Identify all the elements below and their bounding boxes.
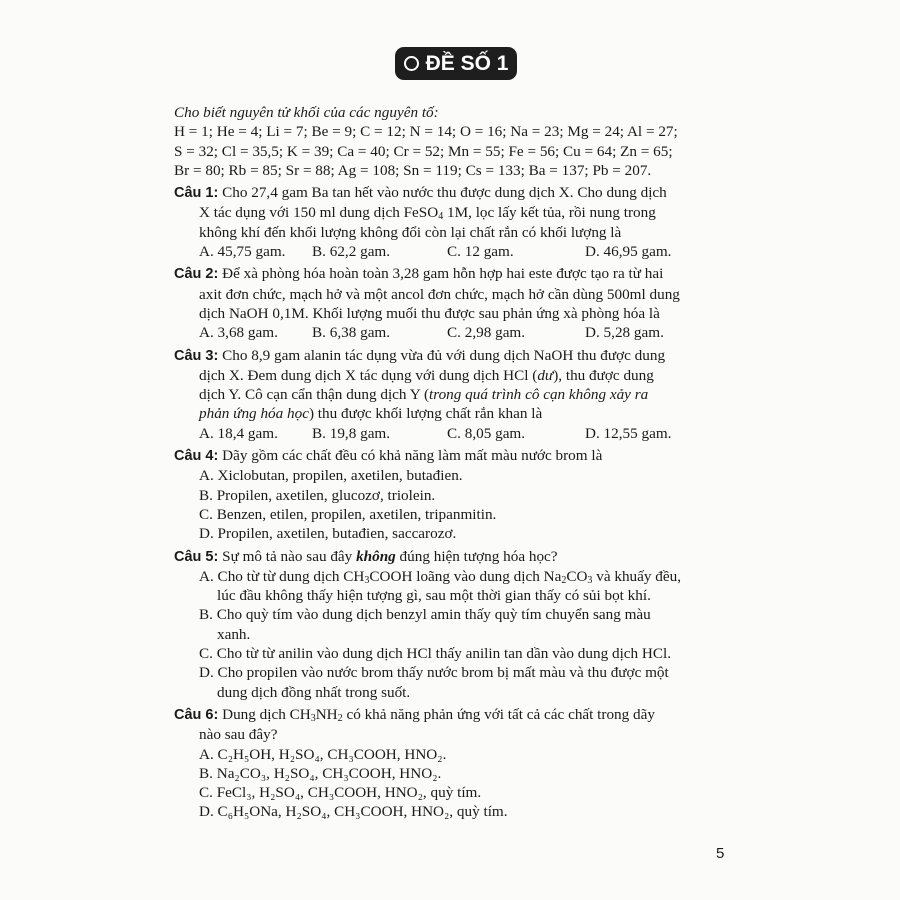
option-b: B. 62,2 gam. — [312, 243, 391, 261]
answer-options — [174, 242, 734, 261]
option-c: C. 8,05 gam. — [447, 424, 526, 442]
question-text-italic: phản ứng hóa học — [199, 405, 309, 423]
question-text: Để xà phòng hóa hoàn toàn 3,28 gam hỗn hợp hai este được tạo ra từ hai — [222, 265, 664, 283]
subscript: 4 — [438, 211, 444, 223]
question-label: Câu 2: — [174, 266, 219, 283]
question-label: Câu 1: — [174, 185, 219, 202]
question-text: Cho 8,9 gam alanin tác dụng vừa đủ với dung dịch NaOH thu được dung — [222, 346, 666, 364]
question-text: Sự mô tả nào sau đây — [222, 547, 357, 565]
option-c: C. Cho từ từ anilin vào dung dịch HCl thấy anilin tan dần vào dung dịch HCl. — [199, 645, 672, 663]
option-c: C. 2,98 gam. — [447, 324, 526, 342]
question-text: Dãy gồm các chất đều có khả năng làm mất màu nước brom là — [222, 447, 603, 465]
question-text: nào sau đây? — [199, 726, 278, 744]
question-label: Câu 6: — [174, 706, 219, 723]
option-a: A. 18,4 gam. — [199, 424, 278, 442]
option-b: B. Na₂CO₃, H₂SO₄, CH₃COOH, HNO₂. — [199, 764, 442, 782]
question-4 — [174, 446, 734, 543]
atomic-mass-line: Br = 80; Rb = 85; Sr = 88; Ag = 108; Sn = 119; Cs = 133; Ba = 137; Pb = 207. — [174, 161, 652, 179]
question-text: ), thu được dung — [553, 366, 654, 384]
question-label: Câu 3: — [174, 347, 219, 364]
option-b-continued: xanh. — [217, 625, 251, 643]
option-b: B. Propilen, axetilen, glucozơ, triolein. — [199, 486, 436, 504]
option-a: A. C₂H₅OH, H₂SO₄, CH₃COOH, HNO₂. — [199, 745, 447, 763]
question-label: Câu 5: — [174, 548, 219, 565]
exam-title: ĐỀ SỐ 1 — [425, 51, 509, 75]
option-a: A. Cho từ từ dung dịch $CH_3COOH$ loãng vào dung dịch $Na_2CO_3$ và khuấy đều, — [199, 567, 681, 586]
question-text: Cho 27,4 gam Ba tan hết vào nước thu được dung dịch X. Cho dung dịch — [222, 184, 667, 202]
answer-options — [174, 323, 734, 342]
question-text: X tác dụng với 150 ml dung dịch FeSO — [199, 204, 439, 222]
question-text: dịch X. Đem dung dịch X tác dụng với dung dịch HCl ( — [199, 366, 538, 384]
option-b: B. Cho quỳ tím vào dung dịch benzyl amin thấy quỳ tím chuyển sang màu — [199, 606, 651, 624]
option-a: A. Xiclobutan, propilen, axetilen, butađien. — [199, 467, 463, 485]
atomic-mass-line: S = 32; Cl = 35,5; K = 39; Ca = 40; Cr = 52; Mn = 55; Fe = 56; Cu = 64; Zn = 65; — [174, 142, 673, 160]
option-c: C. 12 gam. — [447, 243, 514, 261]
option-d: D. C₆H₅ONa, H₂SO₄, CH₃COOH, HNO₂, quỳ tím. — [199, 803, 508, 821]
option-d: D. 46,95 gam. — [585, 243, 672, 261]
question-text: ) thu được khối lượng chất rắn khan là — [308, 405, 543, 423]
answer-options — [174, 424, 734, 443]
option-b: B. 6,38 gam. — [312, 324, 391, 342]
option-d: D. Cho propilen vào nước brom thấy nước brom bị mất màu và thu được một — [199, 664, 669, 682]
question-6: Câu 6: Dung dịch $CH_3NH_2$ có khả năng phản ứng với tất cả các chất trong dãy nào sau đây? A. C₂H₅OH, H₂SO₄, CH₃COOH, HNO₂. B. Na₂CO₃, H₂SO₄, CH₃COOH, HNO₂. C. FeCl₃, H₂SO₄, CH₃COOH, HNO₂, quỳ tím. D. C₆H₅ONa, H₂SO₄, CH₃COOH, HNO₂, quỳ tím. — [174, 705, 734, 822]
question-3 — [174, 346, 734, 443]
page-number: 5 — [716, 845, 725, 862]
question-text-emphasis: không — [356, 547, 396, 565]
question-text: 1M, lọc lấy kết tủa, rồi nung trong — [443, 204, 656, 222]
question-1 — [174, 183, 734, 261]
option-c: C. Benzen, etilen, propilen, axetilen, tripanmitin. — [199, 505, 497, 523]
exam-title-badge — [395, 47, 517, 80]
option-d: D. Propilen, axetilen, butađien, saccarozơ. — [199, 525, 457, 543]
question-text: axit đơn chức, mạch hở và một ancol đơn chức, mạch hở cần dùng 500ml dung — [199, 285, 680, 303]
question-text-italic: trong quá trình cô cạn không xảy ra — [429, 386, 649, 404]
atomic-mass-title: Cho biết nguyên tử khối của các nguyên tố: — [174, 104, 439, 121]
question-text: dịch NaOH 0,1M. Khối lượng muối thu được sau phản ứng xà phòng hóa là — [199, 304, 660, 322]
question-text-italic: dư — [537, 366, 554, 384]
question-text: Dung dịch CH — [222, 705, 311, 723]
question-text: không khí đến khối lượng không đổi còn lại chất rắn có khối lượng là — [199, 223, 622, 241]
option-d: D. 12,55 gam. — [585, 424, 672, 442]
option-d: D. 5,28 gam. — [585, 324, 664, 342]
option-d-continued: dung dịch đồng nhất trong suốt. — [217, 683, 411, 701]
option-c: C. FeCl₃, H₂SO₄, CH₃COOH, HNO₂, quỳ tím. — [199, 784, 482, 802]
question-5 — [174, 547, 734, 702]
option-b: B. 19,8 gam. — [312, 424, 391, 442]
atomic-mass-line: H = 1; He = 4; Li = 7; Be = 9; C = 12; N = 14; O = 16; Na = 23; Mg = 24; Al = 27; — [174, 123, 678, 141]
question-text: dịch Y. Cô cạn cẩn thận dung dịch Y ( — [199, 386, 430, 404]
exam-content — [174, 103, 734, 822]
question-2 — [174, 264, 734, 342]
question-text: đúng hiện tượng hóa học? — [395, 547, 558, 565]
circle-icon — [404, 56, 419, 71]
option-a: A. 45,75 gam. — [199, 243, 286, 261]
option-a: A. 3,68 gam. — [199, 324, 278, 342]
option-a-continued: lúc đầu không thấy hiện tượng gì, sau một thời gian thấy có sủi bọt khí. — [217, 587, 651, 605]
question-label: Câu 4: — [174, 448, 219, 465]
